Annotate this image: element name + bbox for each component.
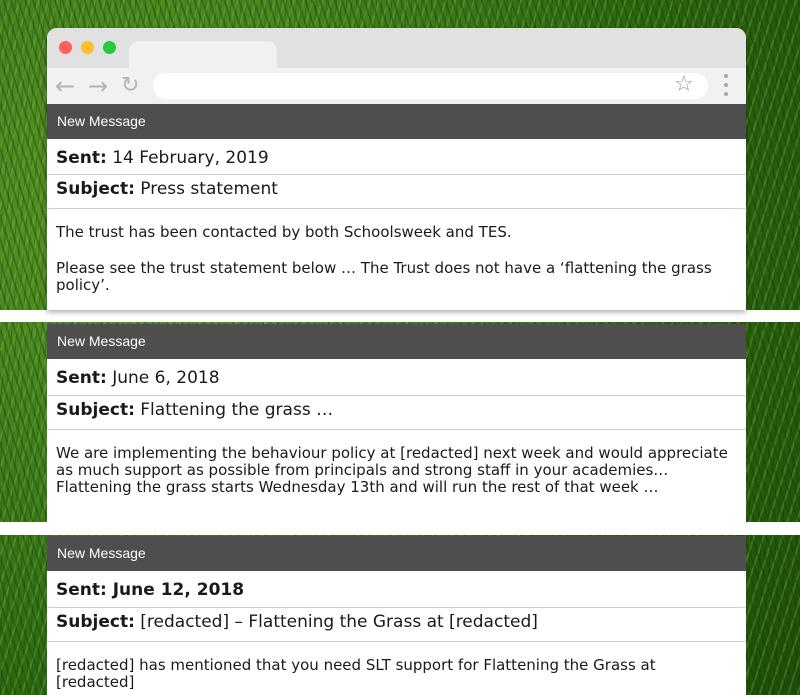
- browser-toolbar: [47, 68, 746, 104]
- sent-value: 14 February, 2019: [112, 148, 269, 168]
- subject-label: Subject:: [56, 179, 135, 199]
- body-paragraph: The trust has been contacted by both Schoolsweek and TES.: [56, 223, 512, 241]
- sent-value: June 6, 2018: [112, 368, 220, 388]
- sent-value: June 12, 2018: [112, 580, 245, 600]
- minimize-window-button[interactable]: [81, 41, 94, 54]
- sent-row: [56, 368, 738, 388]
- message-card: [47, 324, 746, 522]
- message-header: New Message: [47, 536, 746, 571]
- message-header: New Message: [47, 324, 746, 359]
- message-card: [47, 536, 746, 695]
- close-window-button[interactable]: [59, 41, 72, 54]
- reload-icon[interactable]: ↻: [121, 73, 140, 98]
- message-header: New Message: [47, 104, 746, 139]
- sent-row: [56, 580, 738, 600]
- message-card: [47, 104, 746, 310]
- separator-band: [0, 522, 800, 535]
- sent-row: [56, 148, 738, 168]
- message-body: [56, 657, 734, 691]
- divider: [47, 641, 746, 642]
- subject-label: Subject:: [56, 612, 135, 632]
- back-arrow-icon[interactable]: ←: [55, 72, 76, 100]
- divider: [47, 208, 746, 209]
- maximize-window-button[interactable]: [103, 41, 116, 54]
- subject-row: [56, 400, 738, 420]
- divider: [47, 174, 746, 175]
- body-paragraph: We are implementing the behaviour policy at [redacted] next week and would appreciate as much support as possible from principals and strong staff in your academies… Flattening the grass starts Wednesday 13th and will run the rest of that week …: [56, 444, 728, 496]
- address-bar[interactable]: [153, 73, 708, 99]
- subject-label: Subject:: [56, 400, 135, 420]
- sent-label: Sent:: [56, 580, 107, 600]
- body-paragraph: Please see the trust statement below … The Trust does not have a ‘flattening the grass policy’.: [56, 259, 712, 294]
- subject-value: Press statement: [140, 179, 278, 199]
- bookmark-star-icon[interactable]: ☆: [674, 72, 694, 97]
- sent-label: Sent:: [56, 148, 107, 168]
- message-body: [56, 445, 734, 496]
- browser-tab[interactable]: [129, 41, 277, 68]
- divider: [47, 429, 746, 430]
- body-paragraph: [redacted] has mentioned that you need SLT support for Flattening the Grass at [redacted]: [56, 656, 656, 691]
- divider: [47, 395, 746, 396]
- subject-row: [56, 612, 738, 632]
- forward-arrow-icon[interactable]: →: [88, 72, 109, 100]
- message-body: [56, 224, 734, 294]
- subject-value: Flattening the grass …: [140, 400, 334, 420]
- menu-dots-icon[interactable]: [723, 74, 729, 100]
- tab-bar: [47, 28, 746, 68]
- subject-value: [redacted] – Flattening the Grass at [redacted]: [140, 612, 538, 632]
- divider: [47, 607, 746, 608]
- separator-band: [0, 310, 800, 322]
- subject-row: [56, 179, 738, 199]
- sent-label: Sent:: [56, 368, 107, 388]
